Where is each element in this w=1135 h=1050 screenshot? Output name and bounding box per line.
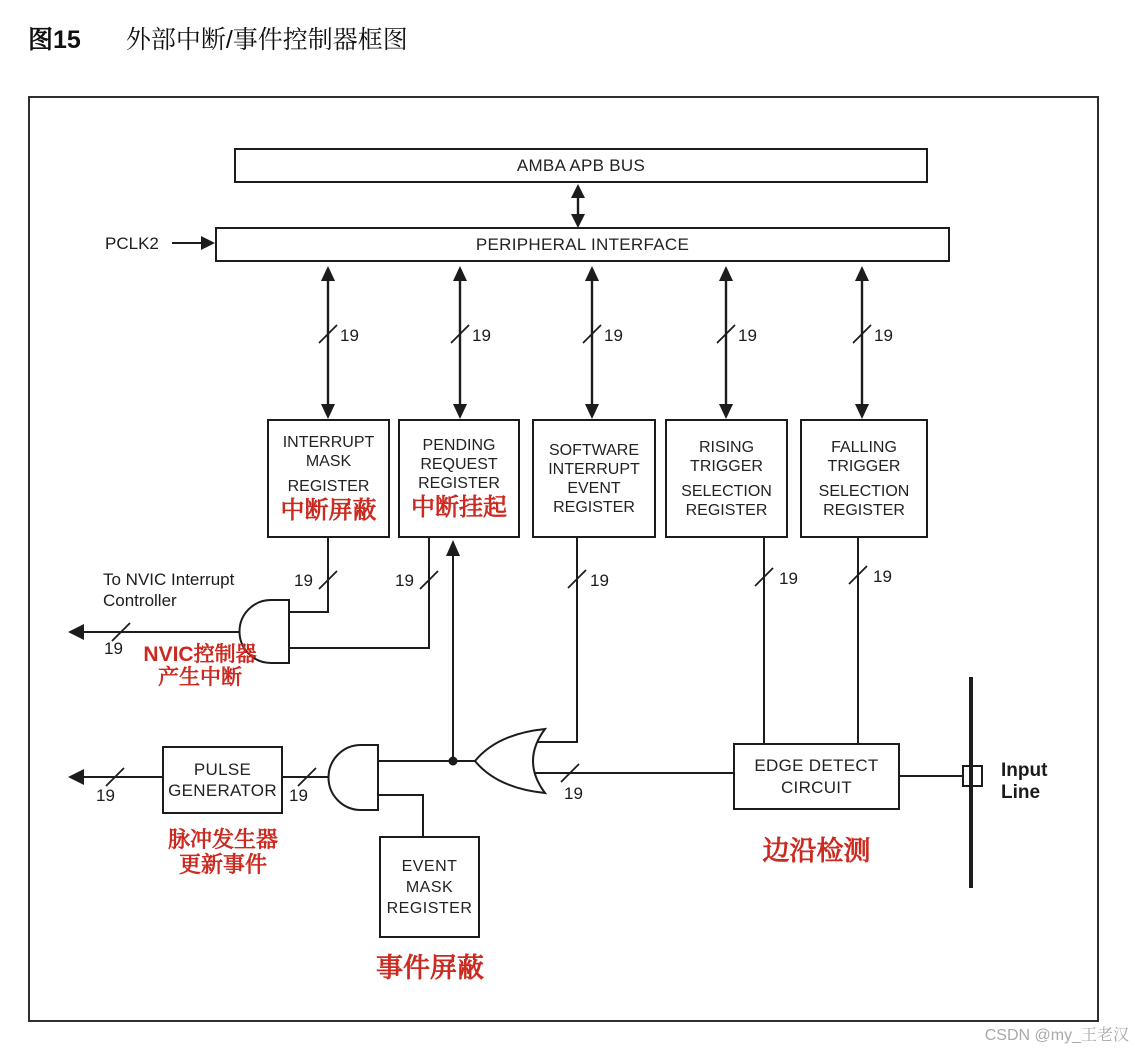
pending-request-register-box: PENDING REQUEST REGISTER 中断挂起 <box>398 419 520 538</box>
event-mask-register-box: EVENT MASK REGISTER <box>379 836 480 938</box>
bus-slash-marks <box>319 325 871 343</box>
or-gate <box>475 729 545 793</box>
bus-width-label: 19 <box>96 786 115 805</box>
edge-detect-annotation: 边沿检测 <box>762 836 871 866</box>
event-mask-annotation: 事件屏蔽 <box>376 953 484 983</box>
input-line-label: Input Line <box>1001 760 1048 803</box>
event-and-gate <box>329 745 379 810</box>
pclk2-label: PCLK2 <box>105 234 159 253</box>
nvic-annotation: NVIC控制器 产生中断 <box>143 643 257 689</box>
figure-number: 图15 <box>28 26 81 54</box>
swier-to-or-wire <box>537 538 577 742</box>
bus-width-label: 19 <box>104 639 123 658</box>
amba-apb-bus-label: AMBA APB BUS <box>516 155 646 175</box>
figure-title: 外部中断/事件控制器框图 <box>125 26 408 54</box>
software-interrupt-event-register-box: SOFTWARE INTERRUPT EVENT REGISTER <box>532 419 656 538</box>
peripheral-interface-label: PERIPHERAL INTERFACE <box>475 234 690 254</box>
bus-width-label: 19 <box>738 326 757 345</box>
prr-annotation: 中断挂起 <box>411 494 507 521</box>
imr-annotation: 中断屏蔽 <box>280 497 377 524</box>
falling-trigger-selection-register-box: FALLING TRIGGER SELECTION REGISTER <box>800 419 928 538</box>
bus-width-label: 19 <box>604 326 623 345</box>
rising-trigger-selection-register-box: RISING TRIGGER SELECTION REGISTER <box>665 419 788 538</box>
watermark: CSDN @my_王老汉 <box>984 1027 1129 1044</box>
junction-dot <box>449 757 458 766</box>
bus-width-label: 19 <box>294 571 313 590</box>
peripheral-interface-box <box>215 227 950 262</box>
bus-width-label: 19 <box>874 326 893 345</box>
pulse-generator-annotation: 脉冲发生器 更新事件 <box>167 827 278 877</box>
bus-width-label: 19 <box>873 567 892 586</box>
emr-to-and-wire <box>378 795 423 836</box>
amba-apb-bus-box <box>234 148 928 183</box>
interrupt-mask-register-box: INTERRUPT MASK REGISTER 中断屏蔽 <box>267 419 390 538</box>
bus-width-label: 19 <box>590 571 609 590</box>
to-nvic-label: To NVIC Interrupt Controller <box>103 570 235 610</box>
bus-width-label: 19 <box>289 786 308 805</box>
bus-width-label: 19 <box>472 326 491 345</box>
bus-width-label: 19 <box>395 571 414 590</box>
pulse-generator-box: PULSE GENERATOR <box>162 746 283 814</box>
bus-width-label: 19 <box>564 784 583 803</box>
prr-to-and-wire <box>289 538 429 648</box>
bus-width-label: 19 <box>779 569 798 588</box>
edge-detect-circuit-box: EDGE DETECT CIRCUIT <box>733 743 900 810</box>
bus-width-label: 19 <box>340 326 359 345</box>
